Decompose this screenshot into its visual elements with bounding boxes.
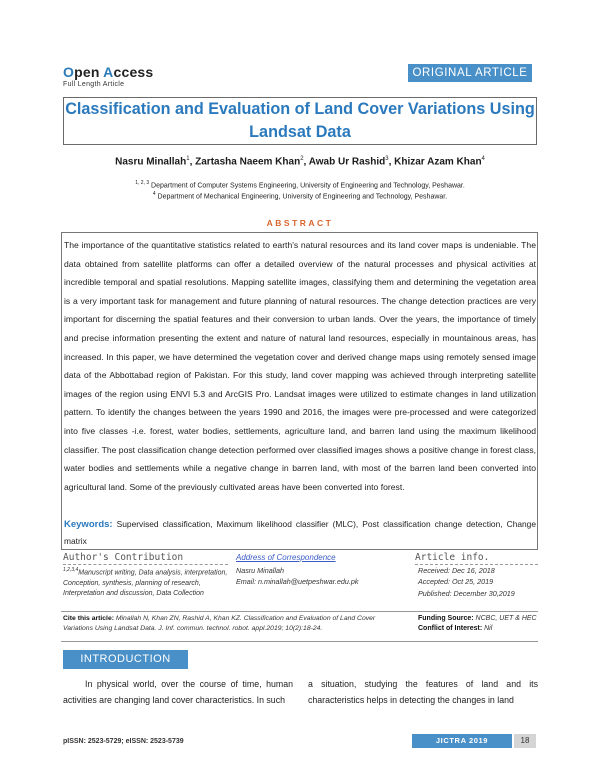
issn-footer: pISSN: 2523-5729; eISSN: 2523-5739 — [63, 738, 184, 745]
author-contribution-heading: Author's Contribution — [63, 552, 228, 565]
introduction-heading: INTRODUCTION — [63, 650, 188, 669]
divider — [61, 641, 538, 642]
brand-text-pen: pen — [74, 64, 104, 80]
brand-initial-o: O — [63, 64, 75, 80]
abstract-heading: ABSTRACT — [266, 218, 334, 228]
correspondence-heading[interactable]: Address of Correspondence — [236, 553, 336, 562]
abstract-text: The importance of the quantitative statistics related to earth's natural resources and its land cover maps is undeniable. The data obtained from satellite platforms can offer a detailed overview of the natural processes and physical activities at incredible temporal and spatial resolutions. Mapping satellite images, classifying them and determining the vegetation area is a very important task for management and future planning of natural resources. The change detection practices are very important for discerning the spatial features and their conversion to urban lands. Over the years, the importance of timely and precise information presenting the extent and nature of natural land resources, especially in mountainous areas, has increased. In this paper, we have determined the vegetation cover and derived change maps using remotely sensed image data of the Abbottabad region of Pakistan. For this study, land cover mapping was achieved through interpreting satellite images of the region using ENVI 5.3 and ArcGIS Pro. Landsat images were utilized to estimate changes in land utilization pattern. To identify the changes between the years 1990 and 2016, the images were pre-processed and were categorized into five classes -i.e. forest, water bodies, settlements, agriculture land, and barren land using the maximum likelihood classifier. The post classification change detection performed over classified images shows a positive change in forest class, water bodies and settlements while a negative change in barren land, with most of the barren land been converted into agricultural land. Some of the previously cultivated areas have been converted into forest. — [64, 240, 536, 492]
author-name: Nasru Minallah — [115, 156, 187, 168]
accepted-date: Accepted: Oct 25, 2019 — [418, 577, 494, 587]
conflict-of-interest: Conflict of Interest: Nil — [418, 625, 493, 632]
brand-subtitle: Full Length Article — [63, 81, 125, 88]
affiliation-1: $^{1, 2, 3}$ Department of Computer Systems Engineering, University of Engineering and Technology, Peshawar. — [135, 180, 465, 190]
title-line-1: Classification and Evaluation of Land Cover Variations Using — [65, 100, 535, 118]
author-name: Zartasha Naeem Khan — [195, 156, 301, 168]
author-list: Nasru Minallah$^1$, Zartasha Naeem Khan$^2$, Awab Ur Rashid$^3$, Khizar Azam Khan$^4$ — [115, 156, 485, 168]
article-info-dates — [418, 565, 515, 599]
keywords — [64, 516, 536, 549]
author-contribution-text: $^{1,2,3,4}$Manuscript writing, Data analysis, interpretation, Conception, synthesis, planning of research, Interpretation and discussion, Data Collection — [63, 567, 228, 597]
journal-footer-badge: JICTRA 2019 — [412, 734, 512, 748]
journal-brand — [63, 64, 153, 80]
divider — [61, 611, 538, 612]
citation-label: Cite this article: — [63, 615, 114, 622]
keywords-list: Supervised classification, Maximum likelihood classifier (MLC), Post classification change detection, Change matrix — [64, 519, 536, 546]
brand-initial-a: A — [103, 64, 114, 80]
correspondence-details — [236, 565, 359, 587]
page-number: 18 — [514, 734, 536, 748]
introduction-column-2: a situation, studying the features of land and its characteristics helps in detecting the changes in land — [308, 679, 538, 705]
article-type-badge: ORIGINAL ARTICLE — [408, 64, 532, 82]
received-date: Received: Dec 16, 2018 — [418, 566, 495, 575]
correspondence-name: Nasru Minallah — [236, 566, 284, 575]
keywords-label: Keywords: — [64, 519, 113, 530]
author-name: Awab Ur Rashid — [308, 156, 386, 168]
funding-source: Funding Source: NCBC, UET & HEC — [418, 615, 537, 622]
citation — [63, 614, 393, 633]
funding-info — [418, 614, 537, 634]
citation-text: Minallah N, Khan ZN, Rashid A, Khan KZ. Classification and Evaluation of Land Cover Variations Using Landsat Data. J. Inf. commun. technol. robot. appl.2019; 10(2):18-24. — [63, 615, 376, 632]
article-info-heading: Article info. — [415, 552, 538, 565]
correspondence-email[interactable]: Email: n.minallah@uetpeshwar.edu.pk — [236, 577, 359, 586]
author-name: Khizar Azam Khan — [394, 156, 482, 168]
introduction-column-1: In physical world, over the course of time, human activities are changing land cover characteristics. In such — [63, 679, 293, 705]
title-line-2: Landsat Data — [249, 123, 351, 141]
brand-text-ccess: ccess — [113, 64, 154, 80]
affiliation-2: $^4$ Department of Mechanical Engineering, University of Engineering and Technology, Peshawar. — [152, 191, 448, 201]
paper-title — [63, 98, 537, 144]
published-date: Published: December 30,2019 — [418, 588, 515, 598]
